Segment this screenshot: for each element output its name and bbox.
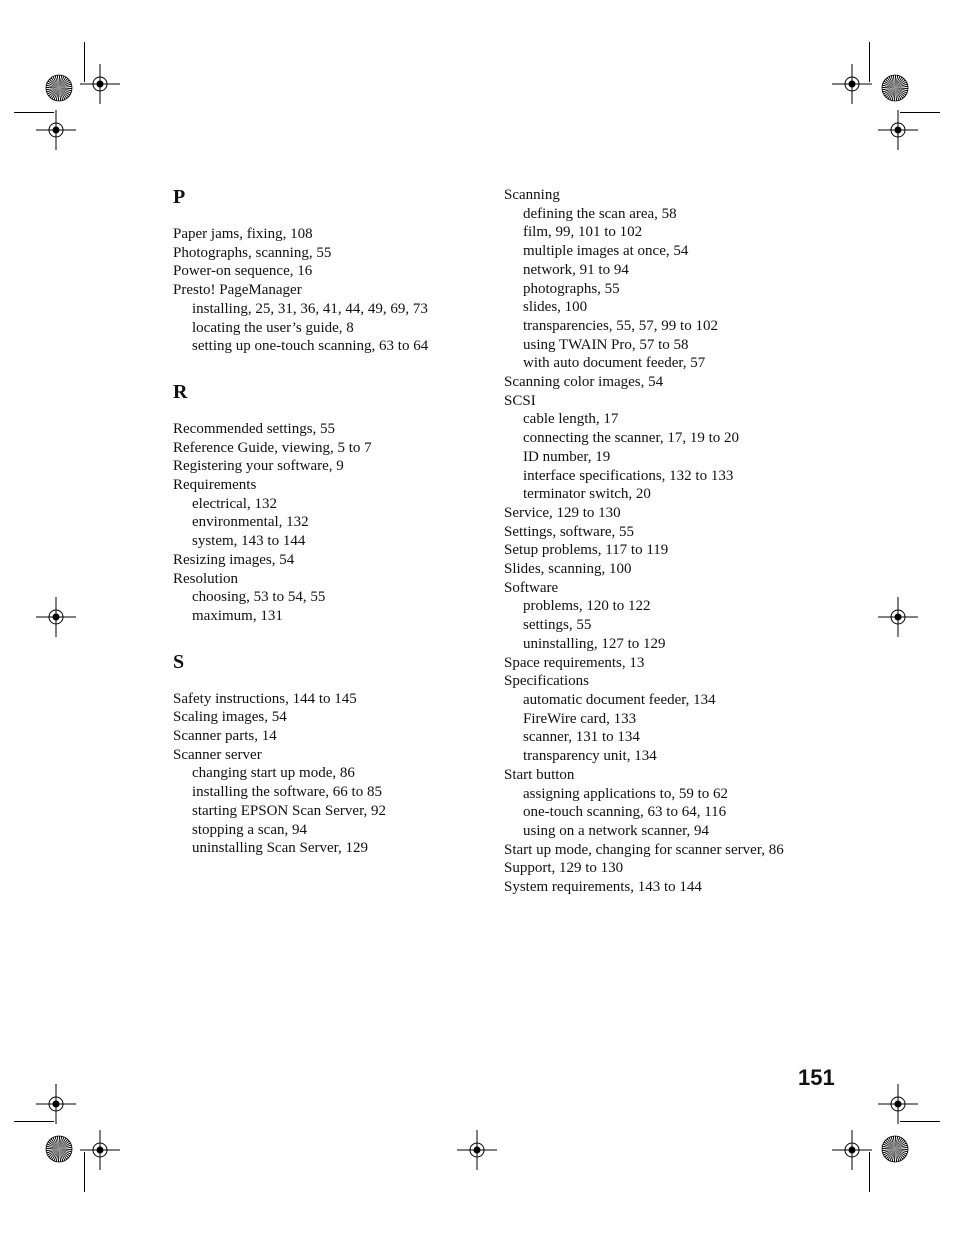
index-entry: Scanner parts, 14 bbox=[173, 728, 277, 745]
index-section bbox=[173, 185, 503, 356]
index-entry: Slides, scanning, 100 bbox=[504, 561, 632, 578]
index-entry: Space requirements, 13 bbox=[504, 654, 645, 671]
index-column-left bbox=[173, 185, 503, 882]
index-entry: Service, 129 to 130 bbox=[504, 504, 621, 521]
index-subentry: cable length, 17 bbox=[523, 411, 619, 428]
index-subentry: FireWire card, 133 bbox=[523, 710, 637, 727]
index-entry: Specifications bbox=[504, 673, 589, 690]
index-subentry: slides, 100 bbox=[523, 299, 588, 316]
index-entry: Resizing images, 54 bbox=[173, 551, 295, 568]
starburst-mark-icon bbox=[45, 74, 73, 102]
index-entry: Reference Guide, viewing, 5 to 7 bbox=[173, 439, 372, 456]
index-entry: Scanner server bbox=[173, 746, 262, 763]
page-number: 151 bbox=[798, 1065, 835, 1090]
registration-mark-icon bbox=[878, 110, 918, 150]
starburst-mark-icon bbox=[881, 1135, 909, 1163]
index-subentry: starting EPSON Scan Server, 92 bbox=[192, 802, 386, 819]
index-section bbox=[173, 650, 503, 858]
index-entry: System requirements, 143 to 144 bbox=[504, 879, 702, 896]
index-subentry: assigning applications to, 59 to 62 bbox=[523, 785, 728, 802]
index-entry: Support, 129 to 130 bbox=[504, 860, 624, 877]
index-entry: Paper jams, fixing, 108 bbox=[173, 226, 313, 242]
index-subentry: using TWAIN Pro, 57 to 58 bbox=[523, 336, 689, 353]
index-subentry: settings, 55 bbox=[523, 617, 592, 634]
registration-mark-icon bbox=[457, 1130, 497, 1170]
index-letter-heading: P bbox=[173, 186, 186, 208]
index-subentry: defining the scan area, 58 bbox=[523, 205, 677, 222]
index-subentry: installing, 25, 31, 36, 41, 44, 49, 69, 73 bbox=[192, 300, 428, 317]
index-entry: Start up mode, changing for scanner server, 86 bbox=[504, 841, 784, 858]
registration-mark-icon bbox=[832, 1130, 872, 1170]
index-column-right bbox=[504, 186, 834, 897]
registration-mark-icon bbox=[36, 110, 76, 150]
index-subentry: scanner, 131 to 134 bbox=[523, 729, 640, 746]
index-subentry: locating the user’s guide, 8 bbox=[192, 319, 354, 336]
index-subentry: installing the software, 66 to 85 bbox=[192, 784, 382, 801]
index-subentry: automatic document feeder, 134 bbox=[523, 691, 716, 708]
index-letter-heading: R bbox=[173, 380, 188, 403]
index-subentry: using on a network scanner, 94 bbox=[523, 822, 710, 839]
registration-mark-icon bbox=[36, 597, 76, 637]
index-subentry: changing start up mode, 86 bbox=[192, 765, 355, 782]
index-entry: Software bbox=[504, 579, 559, 596]
index-entry: Presto! PageManager bbox=[173, 282, 302, 299]
index-entry: Scanning color images, 54 bbox=[504, 374, 664, 391]
index-subentry: transparencies, 55, 57, 99 to 102 bbox=[523, 317, 718, 334]
registration-mark-icon bbox=[80, 64, 120, 104]
index-entry: Power-on sequence, 16 bbox=[173, 263, 313, 280]
registration-mark-icon bbox=[878, 1084, 918, 1124]
index-section bbox=[173, 380, 503, 626]
index-subentry: environmental, 132 bbox=[192, 514, 309, 531]
index-entry: Requirements bbox=[173, 477, 257, 494]
index-subentry: network, 91 to 94 bbox=[523, 261, 629, 278]
index-subentry: transparency unit, 134 bbox=[523, 748, 657, 765]
registration-mark-icon bbox=[80, 1130, 120, 1170]
index-entry: Resolution bbox=[173, 570, 239, 587]
starburst-mark-icon bbox=[45, 1135, 73, 1163]
index-subentry: connecting the scanner, 17, 19 to 20 bbox=[523, 430, 740, 447]
index-subentry: ID number, 19 bbox=[523, 448, 611, 465]
index-subentry: maximum, 131 bbox=[192, 607, 283, 624]
index-subentry: uninstalling Scan Server, 129 bbox=[192, 840, 369, 857]
index-entry: Start button bbox=[504, 766, 575, 783]
index-subentry: choosing, 53 to 54, 55 bbox=[192, 589, 326, 606]
index-subentry: one-touch scanning, 63 to 64, 116 bbox=[523, 804, 727, 821]
index-subentry: system, 143 to 144 bbox=[192, 533, 306, 550]
index-entry: Recommended settings, 55 bbox=[173, 420, 336, 437]
index-subentry: multiple images at once, 54 bbox=[523, 243, 689, 260]
index-entry: SCSI bbox=[504, 392, 536, 409]
index-entry: Setup problems, 117 to 119 bbox=[504, 542, 669, 559]
index-subentry: terminator switch, 20 bbox=[523, 486, 651, 503]
index-entry: Photographs, scanning, 55 bbox=[173, 244, 332, 261]
index-entry: Safety instructions, 144 to 145 bbox=[173, 690, 357, 707]
index-subentry: with auto document feeder, 57 bbox=[523, 355, 706, 372]
registration-mark-icon bbox=[36, 1084, 76, 1124]
index-subentry: film, 99, 101 to 102 bbox=[523, 224, 643, 241]
index-subentry: electrical, 132 bbox=[192, 495, 277, 512]
index-entry: Settings, software, 55 bbox=[504, 523, 634, 540]
index-subentry: problems, 120 to 122 bbox=[523, 598, 651, 615]
index-subentry: stopping a scan, 94 bbox=[192, 821, 307, 838]
index-subentry: interface specifications, 132 to 133 bbox=[523, 467, 734, 484]
starburst-mark-icon bbox=[881, 74, 909, 102]
index-subentry: uninstalling, 127 to 129 bbox=[523, 635, 666, 652]
index-subentry: photographs, 55 bbox=[523, 280, 620, 297]
registration-mark-icon bbox=[878, 597, 918, 637]
index-entry: Registering your software, 9 bbox=[173, 458, 344, 475]
index-subentry: setting up one-touch scanning, 63 to 64 bbox=[192, 338, 429, 355]
index-letter-heading: S bbox=[173, 650, 185, 673]
index-entry: Scanning bbox=[504, 187, 560, 203]
registration-mark-icon bbox=[832, 64, 872, 104]
index-entry: Scaling images, 54 bbox=[173, 709, 287, 726]
